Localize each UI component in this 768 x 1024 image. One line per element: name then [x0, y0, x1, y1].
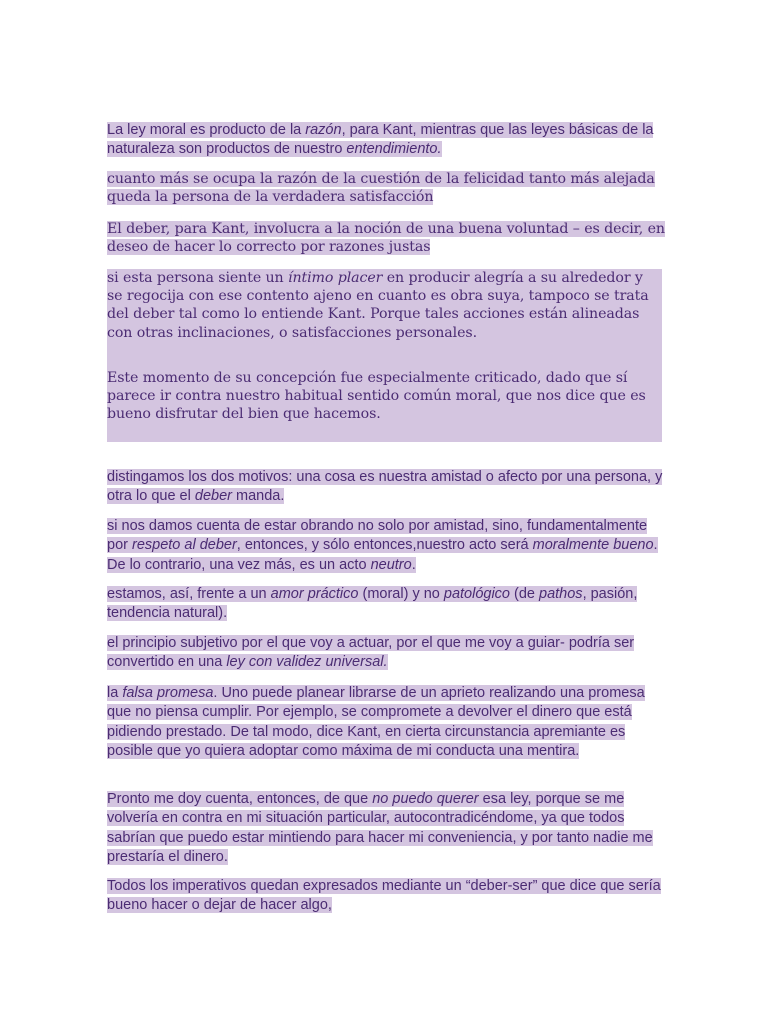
paragraph-dos-motivos [107, 468, 667, 507]
highlighted-text: el principio subjetivo por el que voy a actuar, por el que me voy a guiar- podría ser convertido en una ley con validez universal. [107, 635, 635, 671]
highlighted-text: cuanto más se ocupa la razón de la cuestión de la felicidad tanto más alejada queda la persona de la verdadera satisfacción [107, 171, 655, 206]
paragraph-no-puedo-querer [107, 790, 667, 868]
paragraph-imperativos [107, 877, 667, 916]
highlighted-text: La ley moral es producto de la razón, para Kant, mientras que las leyes básicas de la naturaleza son productos de nuestro entendimiento. [107, 122, 654, 158]
highlighted-text: si nos damos cuenta de estar obrando no solo por amistad, sino, fundamentalmente por respeto al deber, entonces, y sólo entonces,nuestro acto será moralmente bueno. De lo contrario, una vez más, es un acto neutro. [107, 518, 658, 573]
paragraph-felicidad [107, 170, 667, 206]
highlighted-text: la falsa promesa. Uno puede planear librarse de un aprieto realizando una promesa que no piensa cumplir. Por ejemplo, se compromete a devolver el dinero que está pidiendo prestado. De tal modo, dice Kant, en cierta circunstancia apremiante es posible que yo quiera adoptar como máxima de mi conducta una mentira. [107, 685, 645, 760]
paragraph-principio-subjetivo [107, 634, 667, 673]
paragraph-concepcion-criticada: Este momento de su concepción fue especialmente criticado, dado que sí parece ir contra nuestro habitual sentido común moral, que nos dice que es bueno disfrutar del bien que hacemos. [107, 369, 646, 423]
highlighted-text: El deber, para Kant, involucra a la noción de una buena voluntad – es decir, en deseo de hacer lo correcto por razones justas [107, 221, 665, 256]
paragraph-ley-moral [107, 121, 667, 160]
paragraph-respeto-al-deber [107, 517, 667, 575]
paragraph-deber [107, 220, 667, 256]
highlighted-block-intimo-placer [107, 269, 662, 442]
highlighted-text: distingamos los dos motivos: una cosa es nuestra amistad o afecto por una persona, y otra lo que el deber manda. [107, 469, 663, 505]
paragraph-intimo-placer: si esta persona siente un íntimo placer en producir alegría a su alrededor y se regocija con ese contento ajeno en cuanto es obra suya, tampoco se trata del deber tal como lo entiende Kant. Porque tales acciones están alineadas con otras inclinaciones, o satisfacciones personales. [107, 270, 649, 341]
highlighted-text: Todos los imperativos quedan expresados mediante un “deber-ser” que dice que sería bueno hacer o dejar de hacer algo, [107, 878, 661, 914]
highlighted-text: Pronto me doy cuenta, entonces, de que no puedo querer esa ley, porque se me volvería en contra en mi situación particular, autocontradicéndome, ya que todos sabrían que puedo estar mintiendo para hacer mi conveniencia, y por tanto nadie me prestaría el dinero. [107, 791, 653, 866]
highlighted-text: estamos, así, frente a un amor práctico (moral) y no patológico (de pathos, pasión, tendencia natural). [107, 586, 638, 622]
paragraph-amor-practico [107, 585, 667, 624]
paragraph-falsa-promesa [107, 684, 667, 762]
